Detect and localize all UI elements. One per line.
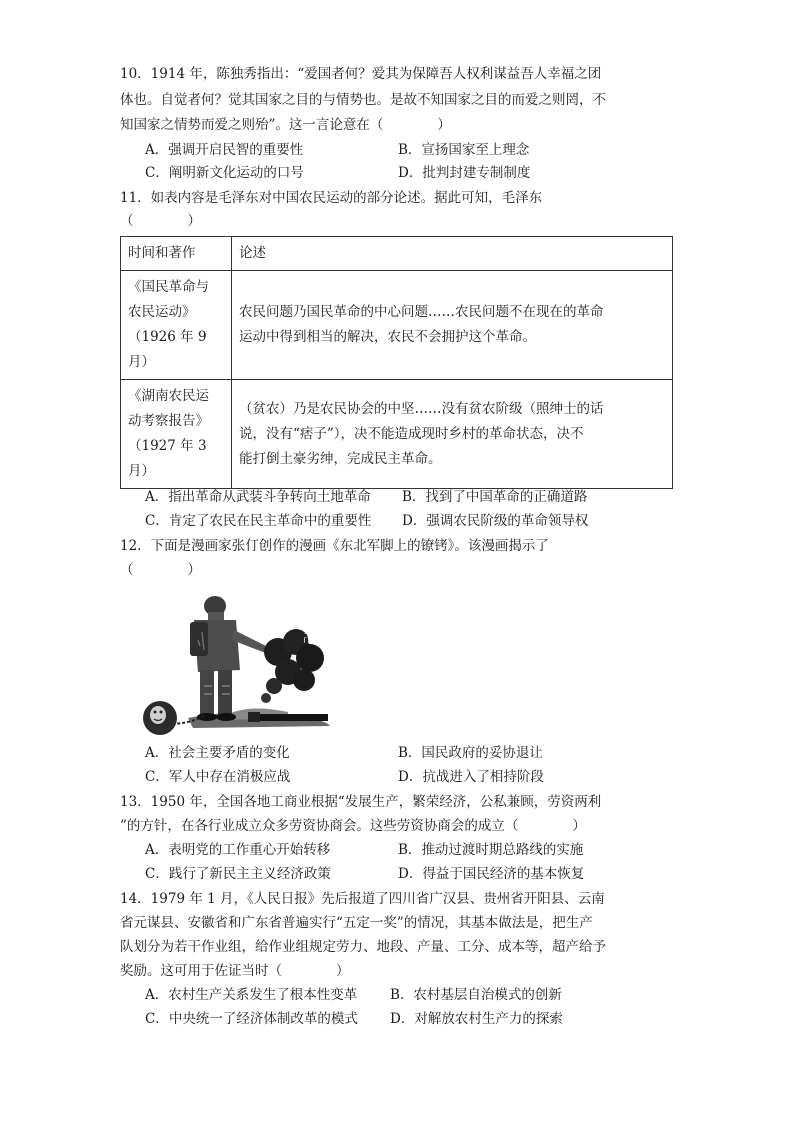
q14-stem-line-4: 奖励。这可用于佐证当时（ ） (120, 963, 350, 979)
q12-option-d[interactable]: D．抗战进入了相持阶段 (398, 769, 544, 785)
table-cell-work (121, 380, 232, 489)
q11-table (120, 236, 673, 489)
table-row (121, 271, 673, 380)
q10-option-b[interactable]: B．宣扬国家至上理念 (398, 142, 530, 158)
q13-option-d[interactable]: D．得益于国民经济的基本恢复 (398, 866, 585, 882)
rifle-shape (256, 714, 328, 721)
q13-option-a[interactable]: A．表明党的工作重心开始转移 (145, 842, 331, 858)
work-line: 月） (128, 463, 155, 479)
smoke-cloud (261, 629, 324, 703)
table-header-row (121, 237, 673, 271)
q10-stem-line-3: 知国家之情势而爱之则殆”。这一言论意在（ ） (120, 117, 451, 133)
swastika-mark: 卍 (303, 632, 314, 645)
text-line: 说，没有“痞子”），决不能造成现时乡村的革命状态，决不 (239, 425, 584, 442)
q12-stem-line-2: （ ） (120, 562, 201, 578)
work-line: （1926 年 9 (128, 329, 207, 345)
q13-option-b[interactable]: B．推动过渡时期总路线的实施 (398, 842, 584, 858)
work-line: 月） (128, 354, 155, 370)
q11-stem-line-2: （ ） (120, 213, 201, 229)
work-line: 农民运动》 (128, 304, 196, 320)
q12-stem-line-1: 12．下面是漫画家张仃创作的漫画《东北军脚上的镣铐》。该漫画揭示了 (120, 538, 549, 554)
q12-option-b[interactable]: B．国民政府的妥协退让 (398, 745, 543, 761)
q14-stem-line-3: 队划分为若干作业组，给作业组规定劳力、地段、产量、工分、成本等，超产给予 (120, 939, 606, 955)
soldier-figure (190, 596, 270, 721)
shackled-soldier-cartoon (138, 590, 338, 740)
text-line: 农民问题乃国民革命的中心问题……农民问题不在现在的革命 (239, 304, 604, 320)
q14-option-b[interactable]: B．农村基层自治模式的创新 (390, 987, 562, 1003)
q11-option-d[interactable]: D．强调农民阶级的革命领导权 (402, 513, 589, 529)
q14-option-a[interactable]: A．农村生产关系发生了根本性变革 (145, 987, 358, 1003)
q13-stem-line-2: ”的方针，在各行业成立众多劳资协商会。这些劳资协商会的成立（ ） (120, 818, 586, 834)
q11-option-a[interactable]: A．指出革命从武装斗争转向土地革命 (145, 489, 371, 505)
q10-stem-line-1: 10．1914 年，陈独秀指出：“爱国者何？爱其为保障吾人权利谋益吾人幸福之团 (120, 66, 602, 82)
q14-option-d[interactable]: D．对解放农村生产力的探索 (390, 1011, 563, 1027)
table-header-work: 时间和著作 (121, 237, 232, 271)
table-cell-work (121, 271, 232, 380)
text-line: 能打倒土豪劣绅，完成民主革命。 (239, 450, 442, 467)
table-cell-text (232, 380, 673, 489)
q14-stem-line-1: 14．1979 年 1 月，《人民日报》先后报道了四川省广汉县、贵州省开阳县、云南 (120, 891, 605, 907)
q12-option-a[interactable]: A．社会主要矛盾的变化 (145, 745, 290, 761)
work-line: 《国民革命与 (128, 279, 209, 295)
q12-option-c[interactable]: C．军人中存在消极应战 (145, 769, 291, 785)
q10-option-a[interactable]: A．强调开启民智的重要性 (145, 142, 304, 158)
q14-option-c[interactable]: C．中央统一了经济体制改革的模式 (145, 1011, 358, 1027)
table-cell-text (232, 271, 673, 380)
q13-option-c[interactable]: C．践行了新民主主义经济政策 (145, 866, 331, 882)
table-row (121, 380, 673, 489)
q11-option-c[interactable]: C．肯定了农民在民主革命中的重要性 (145, 513, 372, 529)
q14-stem-line-2: 省元谋县、安徽省和广东省普遍实行“五定一奖”的情况，其基本做法是，把生产 (120, 915, 593, 931)
work-line: （1927 年 3 (128, 438, 207, 454)
text-line: 运动中得到相当的解决，农民不会拥护这个革命。 (239, 329, 536, 345)
q10-stem-line-2: 体也。自觉者何？觉其国家之目的与情势也。是故不知国家之目的而爱之则罔，不 (120, 92, 606, 108)
q10-option-d[interactable]: D．批判封建专制制度 (398, 165, 531, 181)
text-line: （贫农）乃是农民协会的中坚……没有贫农阶级（照绅士的话 (239, 400, 604, 417)
q10-option-c[interactable]: C．阐明新文化运动的口号 (145, 165, 304, 181)
q13-stem-line-1: 13．1950 年，全国各地工商业根据“发展生产，繁荣经济，公私兼顾，劳资两利 (120, 794, 602, 810)
work-line: 《湖南农民运 (128, 388, 209, 404)
q11-option-b[interactable]: B．找到了中国革命的正确道路 (402, 489, 588, 505)
q11-stem-line-1: 11．如表内容是毛泽东对中国农民运动的部分论述。据此可知，毛泽东 (120, 190, 543, 206)
work-line: 动考察报告》 (128, 413, 209, 429)
table-header-text: 论述 (232, 237, 673, 271)
